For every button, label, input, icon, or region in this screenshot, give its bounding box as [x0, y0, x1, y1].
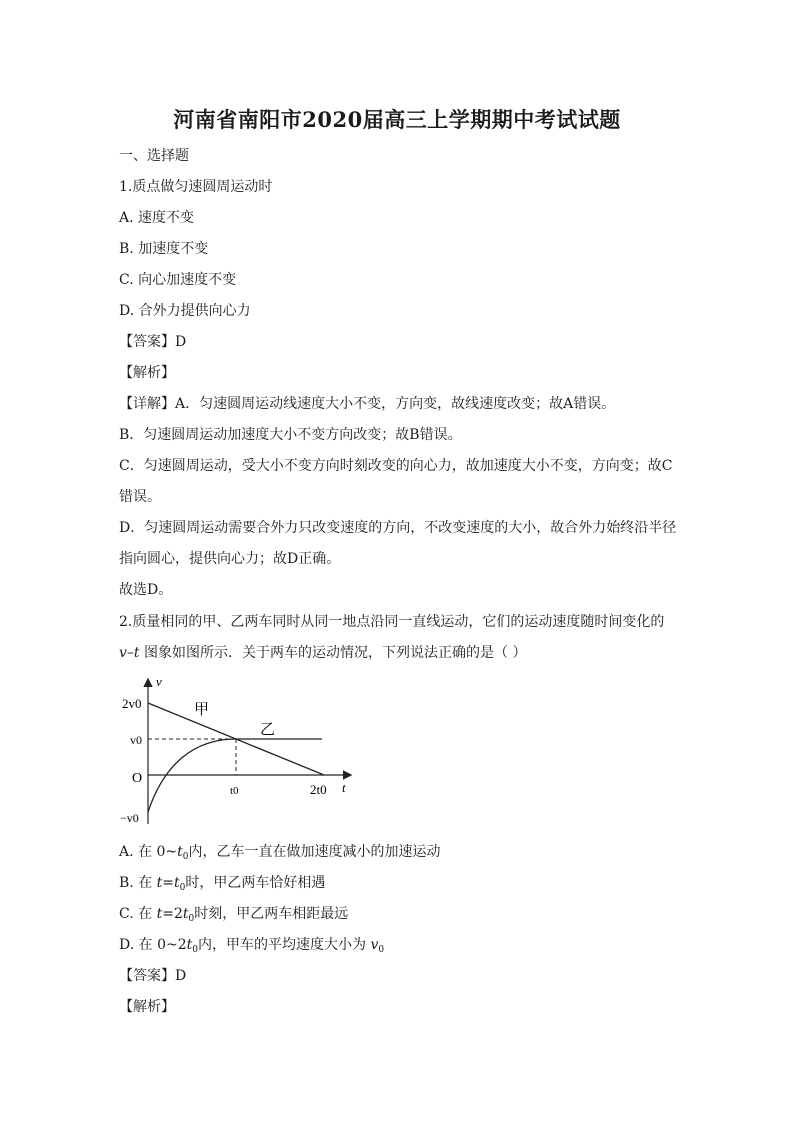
q1-option-a: A. 速度不变	[119, 210, 195, 226]
option-a-text: 内，乙车一直在做加速度减小的加速运动	[188, 844, 441, 860]
vt-label: v–t	[119, 645, 140, 661]
q2-option-d	[119, 935, 384, 955]
yi-label: 乙	[260, 720, 276, 738]
q1-detail-line: 错误。	[119, 489, 161, 505]
subscript: 0	[378, 945, 385, 955]
q1-detail-line: 指向圆心，提供向心力；故D正确。	[119, 551, 341, 567]
q1-stem: 1.质点做匀速圆周运动时	[119, 179, 273, 195]
tick-2v0: 2v0	[122, 696, 142, 711]
subscript: 0	[188, 914, 195, 924]
jia-label: 甲	[194, 700, 210, 718]
axis-x-label: t	[342, 780, 346, 795]
t-symbol: t	[174, 875, 180, 891]
q1-option-b: B. 加速度不变	[119, 241, 209, 257]
option-a-prefix: A. 在 0~	[119, 844, 178, 860]
q2-stem-line-1: 2.质量相同的甲、乙两车同时从同一地点沿同一直线运动，它们的运动速度随时间变化的	[119, 614, 665, 630]
t-symbol: t	[177, 844, 183, 860]
origin-label: O	[132, 771, 143, 786]
q1-option-c: C. 向心加速度不变	[119, 272, 237, 288]
equals: =	[162, 875, 175, 891]
q2-analysis-label: 【解析】	[119, 999, 175, 1015]
q1-detail-line: C．匀速圆周运动，受大小不变方向时刻改变的向心力，故加速度大小不变，方向变；故C	[119, 458, 673, 474]
tick-2t0: 2t0	[310, 782, 327, 797]
option-c-prefix: C. 在	[119, 906, 157, 922]
section-heading: 一、选择题	[119, 148, 189, 164]
q1-detail-line: B．匀速圆周运动加速度大小不变方向改变；故B错误。	[119, 427, 462, 443]
tick-neg-v0: −v0	[120, 811, 139, 825]
q2-stem-rest: 图象如图所示．关于两车的运动情况，下列说法正确的是（ ）	[139, 645, 527, 661]
option-b-prefix: B. 在	[119, 875, 157, 891]
q1-analysis-label: 【解析】	[119, 365, 175, 381]
page-title: 河南省南阳市2020届高三上学期期中考试试题	[173, 107, 621, 132]
axis-y-label: v	[156, 674, 162, 689]
t-symbol: t	[156, 875, 163, 891]
option-c-text: 时刻，甲乙两车相距最远	[194, 906, 349, 922]
tick-v0: v0	[130, 733, 142, 747]
q1-option-d: D. 合外力提供向心力	[119, 303, 251, 319]
option-d-prefix: D. 在 0~2	[119, 937, 187, 953]
subscript: 0	[182, 852, 189, 862]
tick-t0: t0	[230, 785, 239, 797]
subscript: 0	[192, 945, 198, 955]
equals: =2	[162, 906, 183, 922]
q2-answer: 【答案】D	[119, 968, 187, 984]
q2-option-c	[119, 904, 348, 924]
subscript: 0	[179, 883, 186, 893]
q1-detail-line: D．匀速圆周运动需要合外力只改变速度的方向，不改变速度的大小，故合外力始终沿半径	[119, 520, 677, 536]
t-symbol: t	[156, 906, 163, 922]
q1-detail-line: 故选D。	[119, 582, 173, 598]
q1-detail-line: 【详解】A．匀速圆周运动线速度大小不变，方向变，故线速度改变；故A错误。	[119, 396, 616, 412]
option-b-text: 时，甲乙两车恰好相遇	[185, 875, 326, 891]
t-symbol: t	[182, 906, 189, 922]
q2-option-a	[119, 842, 440, 862]
q2-option-b	[119, 873, 325, 893]
vt-graph	[112, 672, 372, 832]
v-symbol: v	[370, 937, 379, 953]
q1-answer: 【答案】D	[119, 334, 187, 350]
option-d-text: 内，甲车的平均速度大小为	[198, 937, 371, 953]
q2-stem-line-2	[119, 643, 526, 663]
t-symbol: t	[186, 937, 193, 953]
